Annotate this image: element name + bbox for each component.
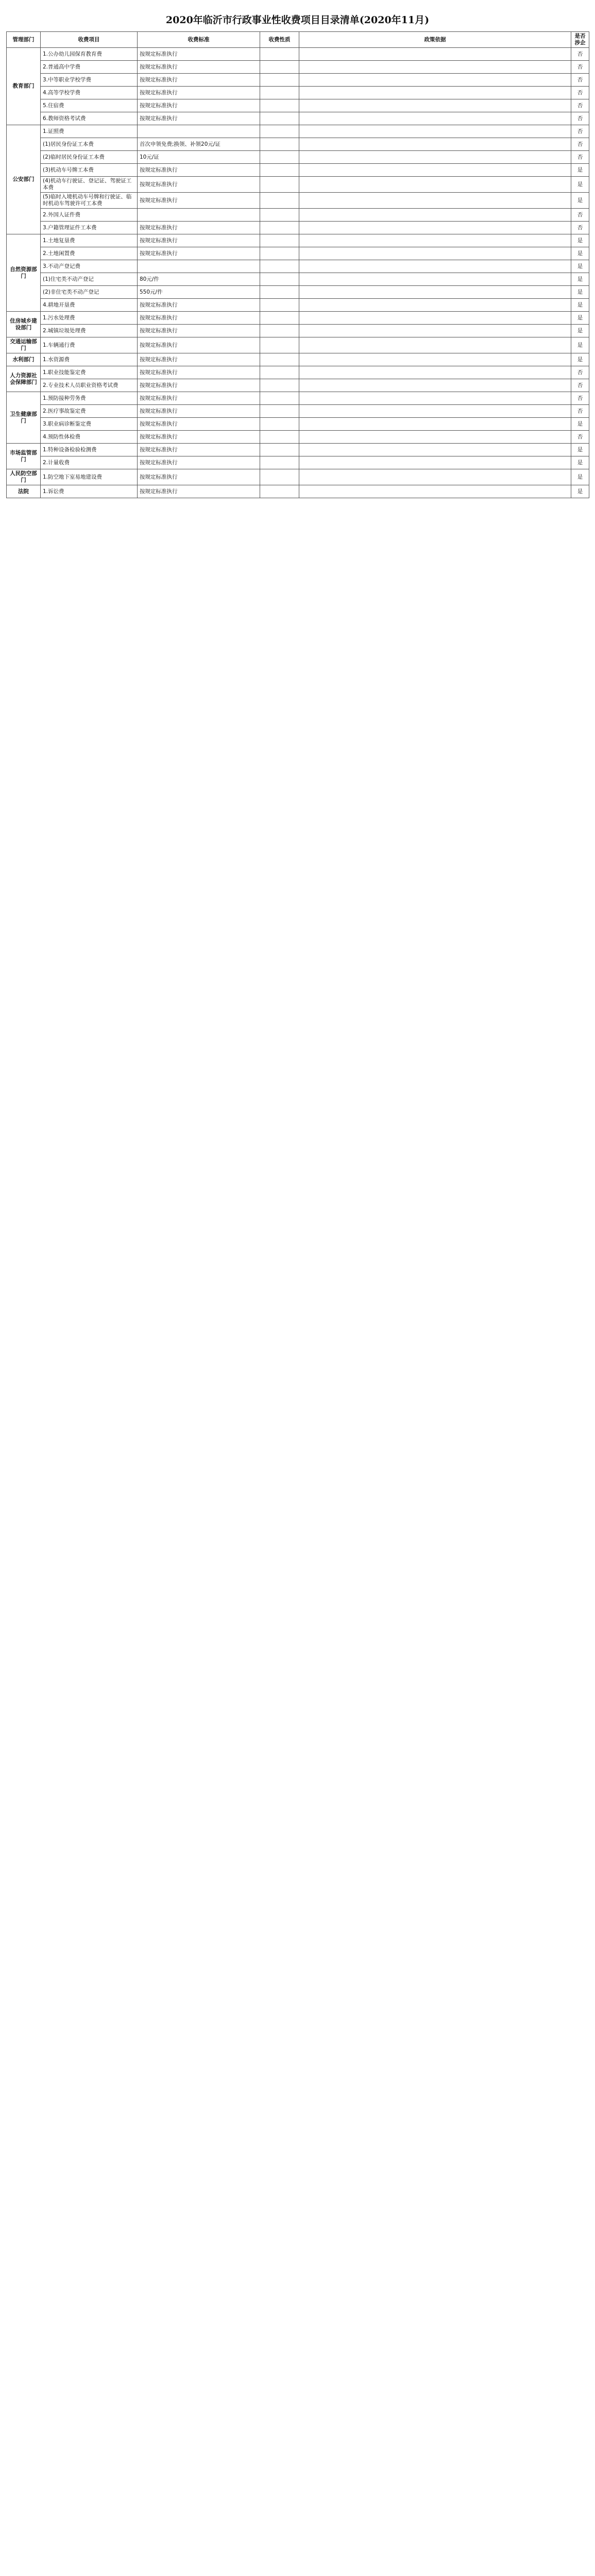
- item-name-cell: (4)机动车行驶证、登记证、驾驶证工本费: [41, 177, 138, 193]
- table-row: [7, 379, 589, 392]
- nature-cell: [260, 222, 299, 234]
- nature-cell: [260, 112, 299, 125]
- enterprise-flag-cell: 是: [571, 177, 589, 193]
- fee-table-body: [7, 48, 589, 498]
- header-standard: 收费标准: [138, 32, 260, 48]
- standard-cell: 80元/件: [138, 273, 260, 286]
- standard-cell: [138, 260, 260, 273]
- enterprise-flag-cell: 否: [571, 379, 589, 392]
- basis-cell: [299, 260, 571, 273]
- dept-cell: 教育部门: [7, 48, 41, 125]
- enterprise-flag-cell: 是: [571, 485, 589, 498]
- item-name-cell: 5.住宿费: [41, 99, 138, 112]
- basis-cell: [299, 469, 571, 485]
- dept-cell: 市场监管部门: [7, 444, 41, 469]
- table-row: [7, 177, 589, 193]
- nature-cell: [260, 151, 299, 164]
- table-row: [7, 61, 589, 74]
- basis-cell: [299, 48, 571, 61]
- item-name-cell: 2.外国人证件费: [41, 209, 138, 222]
- standard-cell: 按规定标准执行: [138, 247, 260, 260]
- dept-cell: 人民防空部门: [7, 469, 41, 485]
- enterprise-flag-cell: 否: [571, 87, 589, 99]
- table-row: [7, 138, 589, 151]
- item-name-cell: 4.耕地开垦费: [41, 299, 138, 312]
- item-name-cell: (1)住宅类不动产登记: [41, 273, 138, 286]
- basis-cell: [299, 353, 571, 366]
- basis-cell: [299, 247, 571, 260]
- enterprise-flag-cell: 是: [571, 418, 589, 431]
- item-name-cell: 2.普通高中学费: [41, 61, 138, 74]
- fee-table: [6, 31, 589, 498]
- item-name-cell: 1.防空地下室易地建设费: [41, 469, 138, 485]
- nature-cell: [260, 247, 299, 260]
- table-row: [7, 456, 589, 469]
- enterprise-flag-cell: 是: [571, 234, 589, 247]
- item-name-cell: 1.公办幼儿园保育教育费: [41, 48, 138, 61]
- nature-cell: [260, 299, 299, 312]
- basis-cell: [299, 151, 571, 164]
- table-row: [7, 286, 589, 299]
- nature-cell: [260, 193, 299, 209]
- dept-cell: 卫生健康部门: [7, 392, 41, 444]
- table-row: [7, 222, 589, 234]
- standard-cell: 按规定标准执行: [138, 405, 260, 418]
- table-row: [7, 312, 589, 325]
- standard-cell: 按规定标准执行: [138, 485, 260, 498]
- nature-cell: [260, 405, 299, 418]
- enterprise-flag-cell: 否: [571, 61, 589, 74]
- page-title: 2020年临沂市行政事业性收费项目目录清单(2020年11月): [165, 14, 430, 26]
- nature-cell: [260, 260, 299, 273]
- standard-cell: 按规定标准执行: [138, 469, 260, 485]
- item-name-cell: 1.水资源费: [41, 353, 138, 366]
- enterprise-flag-cell: 否: [571, 74, 589, 87]
- basis-cell: [299, 299, 571, 312]
- item-name-cell: 3.不动产登记费: [41, 260, 138, 273]
- basis-cell: [299, 392, 571, 405]
- enterprise-flag-cell: 是: [571, 273, 589, 286]
- table-row: [7, 444, 589, 456]
- basis-cell: [299, 125, 571, 138]
- table-row: [7, 164, 589, 177]
- table-row: [7, 151, 589, 164]
- nature-cell: [260, 273, 299, 286]
- enterprise-flag-cell: 是: [571, 164, 589, 177]
- header-dept: 管理部门: [7, 32, 41, 48]
- item-name-cell: 3.中等职业学校学费: [41, 74, 138, 87]
- item-name-cell: (2)临时居民身份证工本费: [41, 151, 138, 164]
- enterprise-flag-cell: 否: [571, 222, 589, 234]
- nature-cell: [260, 469, 299, 485]
- standard-cell: 按规定标准执行: [138, 87, 260, 99]
- nature-cell: [260, 99, 299, 112]
- dept-cell: 法院: [7, 485, 41, 498]
- basis-cell: [299, 112, 571, 125]
- table-row: [7, 260, 589, 273]
- standard-cell: 按规定标准执行: [138, 299, 260, 312]
- standard-cell: 按规定标准执行: [138, 112, 260, 125]
- enterprise-flag-cell: 否: [571, 366, 589, 379]
- item-name-cell: 1.预防接种劳务费: [41, 392, 138, 405]
- dept-cell: 水利部门: [7, 353, 41, 366]
- standard-cell: 按规定标准执行: [138, 431, 260, 444]
- item-name-cell: 1.诉讼费: [41, 485, 138, 498]
- item-name-cell: 1.土地复垦费: [41, 234, 138, 247]
- item-name-cell: (3)机动车号牌工本费: [41, 164, 138, 177]
- basis-cell: [299, 99, 571, 112]
- table-row: [7, 337, 589, 353]
- table-row: [7, 234, 589, 247]
- standard-cell: 首次申领免费;换领、补领20元/证: [138, 138, 260, 151]
- basis-cell: [299, 418, 571, 431]
- enterprise-flag-cell: 否: [571, 151, 589, 164]
- basis-cell: [299, 325, 571, 337]
- dept-cell: 自然资源部门: [7, 234, 41, 312]
- header-nature: 收费性质: [260, 32, 299, 48]
- basis-cell: [299, 312, 571, 325]
- standard-cell: 按规定标准执行: [138, 177, 260, 193]
- table-row: [7, 469, 589, 485]
- item-name-cell: 1.车辆通行费: [41, 337, 138, 353]
- table-row: [7, 353, 589, 366]
- nature-cell: [260, 337, 299, 353]
- nature-cell: [260, 431, 299, 444]
- table-row: [7, 273, 589, 286]
- standard-cell: 按规定标准执行: [138, 325, 260, 337]
- basis-cell: [299, 222, 571, 234]
- standard-cell: 按规定标准执行: [138, 193, 260, 209]
- nature-cell: [260, 418, 299, 431]
- enterprise-flag-cell: 否: [571, 99, 589, 112]
- enterprise-flag-cell: 是: [571, 260, 589, 273]
- standard-cell: 按规定标准执行: [138, 222, 260, 234]
- standard-cell: 按规定标准执行: [138, 234, 260, 247]
- table-row: [7, 48, 589, 61]
- standard-cell: 550元/件: [138, 286, 260, 299]
- table-row: [7, 99, 589, 112]
- nature-cell: [260, 234, 299, 247]
- enterprise-flag-cell: 是: [571, 247, 589, 260]
- nature-cell: [260, 209, 299, 222]
- nature-cell: [260, 485, 299, 498]
- item-name-cell: (1)居民身份证工本费: [41, 138, 138, 151]
- enterprise-flag-cell: 是: [571, 353, 589, 366]
- standard-cell: 按规定标准执行: [138, 312, 260, 325]
- standard-cell: 按规定标准执行: [138, 392, 260, 405]
- nature-cell: [260, 312, 299, 325]
- basis-cell: [299, 87, 571, 99]
- standard-cell: 按规定标准执行: [138, 48, 260, 61]
- standard-cell: [138, 209, 260, 222]
- basis-cell: [299, 74, 571, 87]
- table-row: [7, 209, 589, 222]
- dept-cell: 公安部门: [7, 125, 41, 234]
- header-item: 收费项目: [41, 32, 138, 48]
- standard-cell: 按规定标准执行: [138, 99, 260, 112]
- standard-cell: 按规定标准执行: [138, 74, 260, 87]
- table-row: [7, 125, 589, 138]
- basis-cell: [299, 405, 571, 418]
- nature-cell: [260, 61, 299, 74]
- item-name-cell: 2.专业技术人员职业资格考试费: [41, 379, 138, 392]
- nature-cell: [260, 444, 299, 456]
- standard-cell: 按规定标准执行: [138, 418, 260, 431]
- basis-cell: [299, 138, 571, 151]
- table-row: [7, 112, 589, 125]
- nature-cell: [260, 325, 299, 337]
- nature-cell: [260, 456, 299, 469]
- nature-cell: [260, 87, 299, 99]
- table-row: [7, 418, 589, 431]
- nature-cell: [260, 353, 299, 366]
- standard-cell: 按规定标准执行: [138, 337, 260, 353]
- item-name-cell: 1.证照费: [41, 125, 138, 138]
- item-name-cell: 1.职业技能鉴定费: [41, 366, 138, 379]
- table-row: [7, 431, 589, 444]
- basis-cell: [299, 286, 571, 299]
- enterprise-flag-cell: 否: [571, 48, 589, 61]
- dept-cell: 人力资源社会保障部门: [7, 366, 41, 392]
- item-name-cell: 1.污水处理费: [41, 312, 138, 325]
- table-row: [7, 247, 589, 260]
- header-enterprise: 是否涉企: [571, 32, 589, 48]
- item-name-cell: 6.教师资格考试费: [41, 112, 138, 125]
- dept-cell: 住房城乡建设部门: [7, 312, 41, 337]
- table-row: [7, 299, 589, 312]
- basis-cell: [299, 431, 571, 444]
- item-name-cell: 2.医疗事故鉴定费: [41, 405, 138, 418]
- item-name-cell: (2)非住宅类不动产登记: [41, 286, 138, 299]
- table-row: [7, 325, 589, 337]
- basis-cell: [299, 164, 571, 177]
- enterprise-flag-cell: 是: [571, 444, 589, 456]
- basis-cell: [299, 485, 571, 498]
- basis-cell: [299, 366, 571, 379]
- table-row: [7, 87, 589, 99]
- standard-cell: 按规定标准执行: [138, 366, 260, 379]
- standard-cell: 10元/证: [138, 151, 260, 164]
- standard-cell: 按规定标准执行: [138, 444, 260, 456]
- item-name-cell: 4.预防性体检费: [41, 431, 138, 444]
- enterprise-flag-cell: 是: [571, 312, 589, 325]
- basis-cell: [299, 444, 571, 456]
- basis-cell: [299, 456, 571, 469]
- item-name-cell: 4.高等学校学费: [41, 87, 138, 99]
- basis-cell: [299, 61, 571, 74]
- enterprise-flag-cell: 是: [571, 325, 589, 337]
- nature-cell: [260, 286, 299, 299]
- item-name-cell: 2.城镇垃圾处理费: [41, 325, 138, 337]
- nature-cell: [260, 125, 299, 138]
- table-row: [7, 74, 589, 87]
- enterprise-flag-cell: 否: [571, 112, 589, 125]
- basis-cell: [299, 337, 571, 353]
- nature-cell: [260, 392, 299, 405]
- item-name-cell: (5)临时入境机动车号牌和行驶证、临时机动车驾驶许可工本费: [41, 193, 138, 209]
- table-row: [7, 485, 589, 498]
- nature-cell: [260, 366, 299, 379]
- nature-cell: [260, 74, 299, 87]
- enterprise-flag-cell: 是: [571, 299, 589, 312]
- enterprise-flag-cell: 否: [571, 405, 589, 418]
- table-row: [7, 392, 589, 405]
- item-name-cell: 3.户籍管理证件工本费: [41, 222, 138, 234]
- standard-cell: 按规定标准执行: [138, 379, 260, 392]
- item-name-cell: 2.计量收费: [41, 456, 138, 469]
- standard-cell: 按规定标准执行: [138, 164, 260, 177]
- page: [0, 0, 595, 512]
- enterprise-flag-cell: 否: [571, 209, 589, 222]
- basis-cell: [299, 234, 571, 247]
- standard-cell: 按规定标准执行: [138, 353, 260, 366]
- table-row: [7, 366, 589, 379]
- nature-cell: [260, 379, 299, 392]
- item-name-cell: 3.职业病诊断鉴定费: [41, 418, 138, 431]
- enterprise-flag-cell: 是: [571, 286, 589, 299]
- table-header-row: [7, 32, 589, 48]
- enterprise-flag-cell: 否: [571, 138, 589, 151]
- nature-cell: [260, 48, 299, 61]
- enterprise-flag-cell: 否: [571, 431, 589, 444]
- nature-cell: [260, 164, 299, 177]
- basis-cell: [299, 193, 571, 209]
- item-name-cell: 1.特种设备检验检测费: [41, 444, 138, 456]
- nature-cell: [260, 177, 299, 193]
- enterprise-flag-cell: 是: [571, 456, 589, 469]
- table-row: [7, 405, 589, 418]
- enterprise-flag-cell: 否: [571, 125, 589, 138]
- enterprise-flag-cell: 否: [571, 392, 589, 405]
- enterprise-flag-cell: 是: [571, 193, 589, 209]
- table-row: [7, 193, 589, 209]
- standard-cell: 按规定标准执行: [138, 61, 260, 74]
- basis-cell: [299, 209, 571, 222]
- standard-cell: 按规定标准执行: [138, 456, 260, 469]
- enterprise-flag-cell: 是: [571, 337, 589, 353]
- basis-cell: [299, 177, 571, 193]
- basis-cell: [299, 379, 571, 392]
- enterprise-flag-cell: 是: [571, 469, 589, 485]
- nature-cell: [260, 138, 299, 151]
- standard-cell: [138, 125, 260, 138]
- basis-cell: [299, 273, 571, 286]
- item-name-cell: 2.土地闲置费: [41, 247, 138, 260]
- dept-cell: 交通运输部门: [7, 337, 41, 353]
- header-basis: 政策依据: [299, 32, 571, 48]
